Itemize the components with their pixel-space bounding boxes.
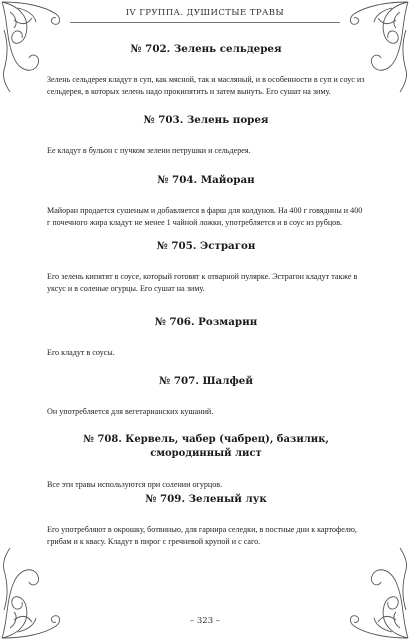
header-divider xyxy=(70,22,340,23)
section-title: № 703. Зелень порея xyxy=(143,114,269,126)
section-text: Его употребляют в окрошку, ботвинью, для гарнира селедки, в постные дни к картофелю, грибам и к квасу. Кладут в пирог с гречневой крупой и с саго. xyxy=(47,525,357,547)
section-title: № 705. Эстрагон xyxy=(156,240,256,252)
section-title: № 706. Розмарин xyxy=(154,316,258,328)
recipe-section-704 xyxy=(47,173,365,230)
running-header: IV ГРУППА. ДУШИСТЫЕ ТРАВЫ xyxy=(125,8,285,18)
section-text: Ее кладут в бульон с пучком зелени петрушки и сельдерея. xyxy=(47,146,251,155)
section-text: Его кладут в соусы. xyxy=(47,348,115,357)
section-text: Майоран продается сушеным и добавляется в фарш для колдунов. На 400 г говядины и 400 г почечного жира кладут не менее 1 чайной ложки, употребляется и в соус из рубцов. xyxy=(47,206,363,228)
section-text: Его зелень кипятят в соусе, который готовят к отварной пулярке. Эстрагон кладут также в уксус и в соленые огурцы. Его сушат на зиму. xyxy=(47,272,358,294)
recipe-section-707 xyxy=(47,374,365,418)
section-title: № 702. Зелень сельдерея xyxy=(130,43,282,55)
recipe-section-709 xyxy=(47,492,365,549)
section-title: № 709. Зеленый лук xyxy=(145,493,267,505)
section-text: Он употребляется для вегетарианских кушаний. xyxy=(47,407,214,416)
recipe-section-702 xyxy=(47,42,365,99)
recipe-section-706 xyxy=(47,315,365,359)
recipe-section-703 xyxy=(47,113,365,157)
page-number: – 323 – xyxy=(189,616,221,626)
recipe-section-708 xyxy=(44,433,368,491)
section-title: № 708. Кервель, чабер (чабрец), базилик, смородинный лист xyxy=(83,434,329,459)
recipe-section-705 xyxy=(47,239,365,296)
section-text: Все эти травы используются при солении огурцов. xyxy=(47,480,223,489)
section-title: № 704. Майоран xyxy=(157,174,255,186)
section-text: Зелень сельдерея кладут в суп, как мясной, так и масляный, и в особенности в суп и соус из сельдерея, в которых зелень надо прокипятить и затем вынуть. Его сушат на зиму. xyxy=(47,75,365,97)
section-title: № 707. Шалфей xyxy=(159,375,253,387)
